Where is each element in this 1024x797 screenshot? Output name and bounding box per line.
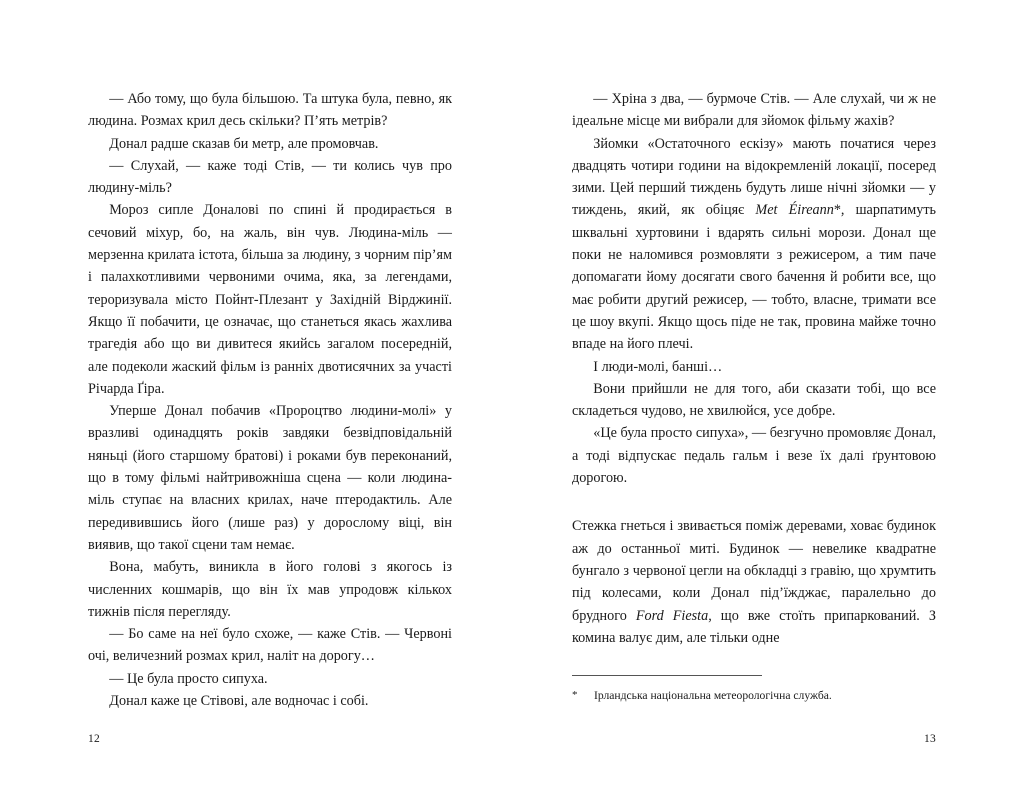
section-break (572, 489, 936, 515)
paragraph: Зйомки «Остаточного ескізу» мають початися через двадцять чотири години на відокремленій локації, посеред зими. Цей перший тиждень будуть лише нічні зйомки — у тиждень, який, як обіцяє Met Éireann*, шарпатимуть шквальні хуртовини і вдарять сильні морози. Донал ще поки не наломився розмовляти з режисером, а тим паче допомагати йому досягати свого бачення й робити все, що має робити другий режисер, — тобто, власне, тримати все це шоу вкупі. Якщо щось піде не так, провина майже точно впаде на його плечі. (572, 135, 936, 353)
paragraph: — Це була просто сипуха. (109, 670, 268, 687)
right-page (512, 0, 1024, 797)
footnote-area (572, 675, 936, 705)
paragraph: «Це була просто сипуха», — безгучно промовляє Донал, а тоді відпускає педаль гальм і везе їх далі ґрунтовою дорогою. (572, 425, 936, 487)
footnote-text: Ірландська національна метеорологічна служба. (594, 689, 832, 703)
paragraph: — Слухай, — каже тоді Стів, — ти колись чув про людину-міль? (88, 157, 452, 197)
paragraph: Уперше Донал побачив «Пророцтво людини-молі» у вразливі одинадцять років завдяки безвідповідальній няньці (його старшому братові) і роками був переконаний, що в тому фільмі найтривожніша сцена — коли людина-міль ступає на власних крилах, наче птеродактиль. Але передивившись його (лише раз) у дорослому віці, він виявив, що такої сцени там немає. (88, 403, 452, 553)
footnote (572, 688, 936, 705)
paragraph: Донал радше сказав би метр, але промовчав. (109, 135, 379, 152)
right-page-textblock (572, 88, 936, 649)
paragraph: — Або тому, що була більшою. Та штука була, певно, як людина. Розмах крил десь скільки? П’ять метрів? (88, 91, 452, 130)
page-number: 13 (924, 733, 936, 745)
page-number: 12 (88, 733, 100, 745)
paragraph: — Бо саме на неї було схоже, — каже Стів. — Червоні очі, величезний розмах крил, наліт на дорогу… (88, 626, 452, 665)
paragraph: Мороз сипле Доналові по спині й продирається в сечовий міхур, бо, на жаль, він чув. Людина-міль — мерзенна крилата істота, більша за людину, з чорним пір’ям і палахкотливими червоними очима, яка, за легендами, тероризувала місто Пойнт-Плезант у Західній Вірджинії. Якщо її побачити, це означає, що станеться якась жахлива трагедія або що ви дивитеся якийсь загалом посередній, але подеколи жаский фільм із ранніх двотисячних за участі Річарда Ґіра. (88, 202, 452, 397)
left-page-textblock (88, 88, 452, 712)
footnote-marker: * (572, 689, 578, 702)
footnote-divider (572, 675, 762, 676)
paragraph: Вони прийшли не для того, аби сказати тобі, що все складеться чудово, не хвилюйся, усе добре. (572, 380, 936, 420)
paragraph: Донал каже це Стівові, але водночас і собі. (109, 693, 369, 710)
paragraph: Вона, мабуть, виникла в його голові з якогось із численних кошмарів, що він їх мав упродовж кількох тижнів після перегляду. (88, 559, 452, 620)
paragraph: І люди-молі, банші… (593, 358, 723, 375)
paragraph: — Хріна з два, — бурмоче Стів. — Але слухай, чи ж не ідеальне місце ми вибрали для зйомок фільму жахів? (572, 91, 936, 130)
paragraph: Стежка гнеться і звивається поміж деревами, ховає будинок аж до останньої миті. Будинок — невелике квадратне бунгало з червоної цегли на обкладці з гравію, що хрумтить під колесами, коли Донал під’їжджає, паралельно до брудного Ford Fiesta, що вже стоїть припаркований. З комина валує дим, але тільки одне (572, 518, 936, 646)
